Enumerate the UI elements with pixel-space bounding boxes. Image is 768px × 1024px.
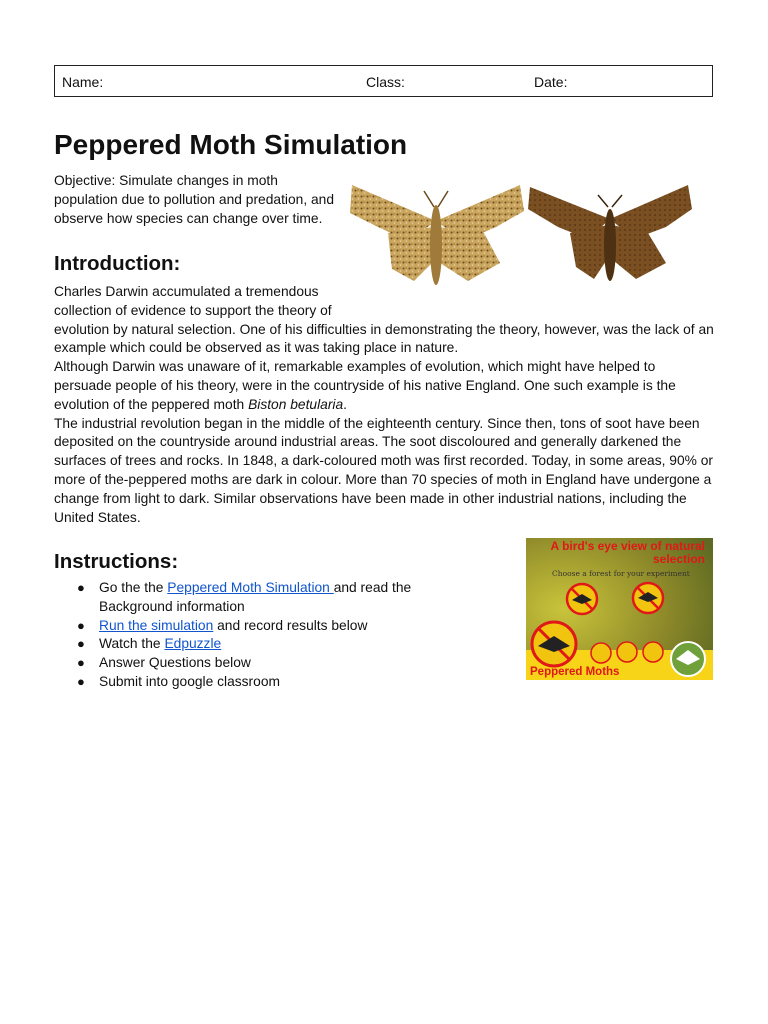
intro-paragraph-1-rest: evolution by natural selection. One of his difficulties in demonstrating the theory, however, was the lack of an example which could be observed as it was taking place in nature. — [54, 321, 714, 356]
date-label: Date: — [534, 74, 568, 90]
species-name: Biston betularia — [248, 396, 344, 412]
simulation-screenshot-image — [526, 538, 713, 680]
name-label: Name: — [62, 74, 104, 90]
intro-paragraph-2: Although Darwin was unaware of it, remarkable examples of evolution, which might have helped to persuade people of his theory, were in the countryside of his native England. One such example is the evolution of the peppered moth Biston betularia. — [54, 359, 676, 412]
bullet-icon: ● — [77, 673, 85, 689]
simulation-subtitle: Choose a forest for your experiment — [552, 569, 690, 578]
instructions-heading: Instructions: — [54, 550, 179, 573]
edpuzzle-link[interactable]: Edpuzzle — [164, 636, 222, 652]
list-item: ● Submit into google classroom — [54, 673, 434, 692]
bullet-icon: ● — [77, 580, 85, 595]
moth-photos-image — [348, 183, 694, 291]
class-label: Class: — [366, 74, 405, 90]
introduction-heading: Introduction: — [54, 252, 181, 275]
dark-moth — [528, 185, 692, 281]
simulation-title: A bird's eye view of natural selection — [550, 539, 705, 566]
peppered-moth-simulation-link[interactable]: Peppered Moth Simulation — [167, 580, 334, 595]
instructions-list — [54, 579, 434, 692]
introduction-body — [54, 283, 714, 527]
list-item: ● Go the the Peppered Moth Simulation and read the Background information — [77, 580, 412, 614]
list-item: ● Answer Questions below — [54, 654, 434, 673]
intro-paragraph-3: The industrial revolution began in the middle of the eighteenth century. Since then, tons of soot have been deposited on the countryside around industrial areas. The soot discoloured and generally darkened the surfaces of trees and rocks. In 1848, a dark-coloured moth was first recorded. Today, in some areas, 90% or more of the-peppered moths are dark in colour. More than 70 species of moth in England have undergone a change from light to dark. Similar observations have been made in other industrial nations, including the United States. — [54, 415, 713, 525]
simulation-brand: Peppered Moths — [530, 666, 620, 678]
bullet-icon: ● — [77, 655, 85, 671]
bullet-icon: ● — [77, 636, 85, 652]
intro-paragraph-1-start: Charles Darwin accumulated a tremendous collection of evidence to support the theory of — [54, 284, 332, 318]
objective-text: Objective: Simulate changes in moth population due to pollution and predation, and observe how species can change over time. — [54, 173, 335, 226]
list-item: ● Watch the Edpuzzle — [54, 635, 434, 654]
run-simulation-link[interactable]: Run the simulation — [99, 617, 214, 633]
bullet-icon: ● — [77, 617, 85, 633]
page-title: Peppered Moth Simulation — [54, 129, 408, 160]
student-info-box — [54, 65, 713, 97]
light-moth — [350, 185, 524, 285]
list-item: ● Run the simulation and record results below — [54, 617, 434, 636]
